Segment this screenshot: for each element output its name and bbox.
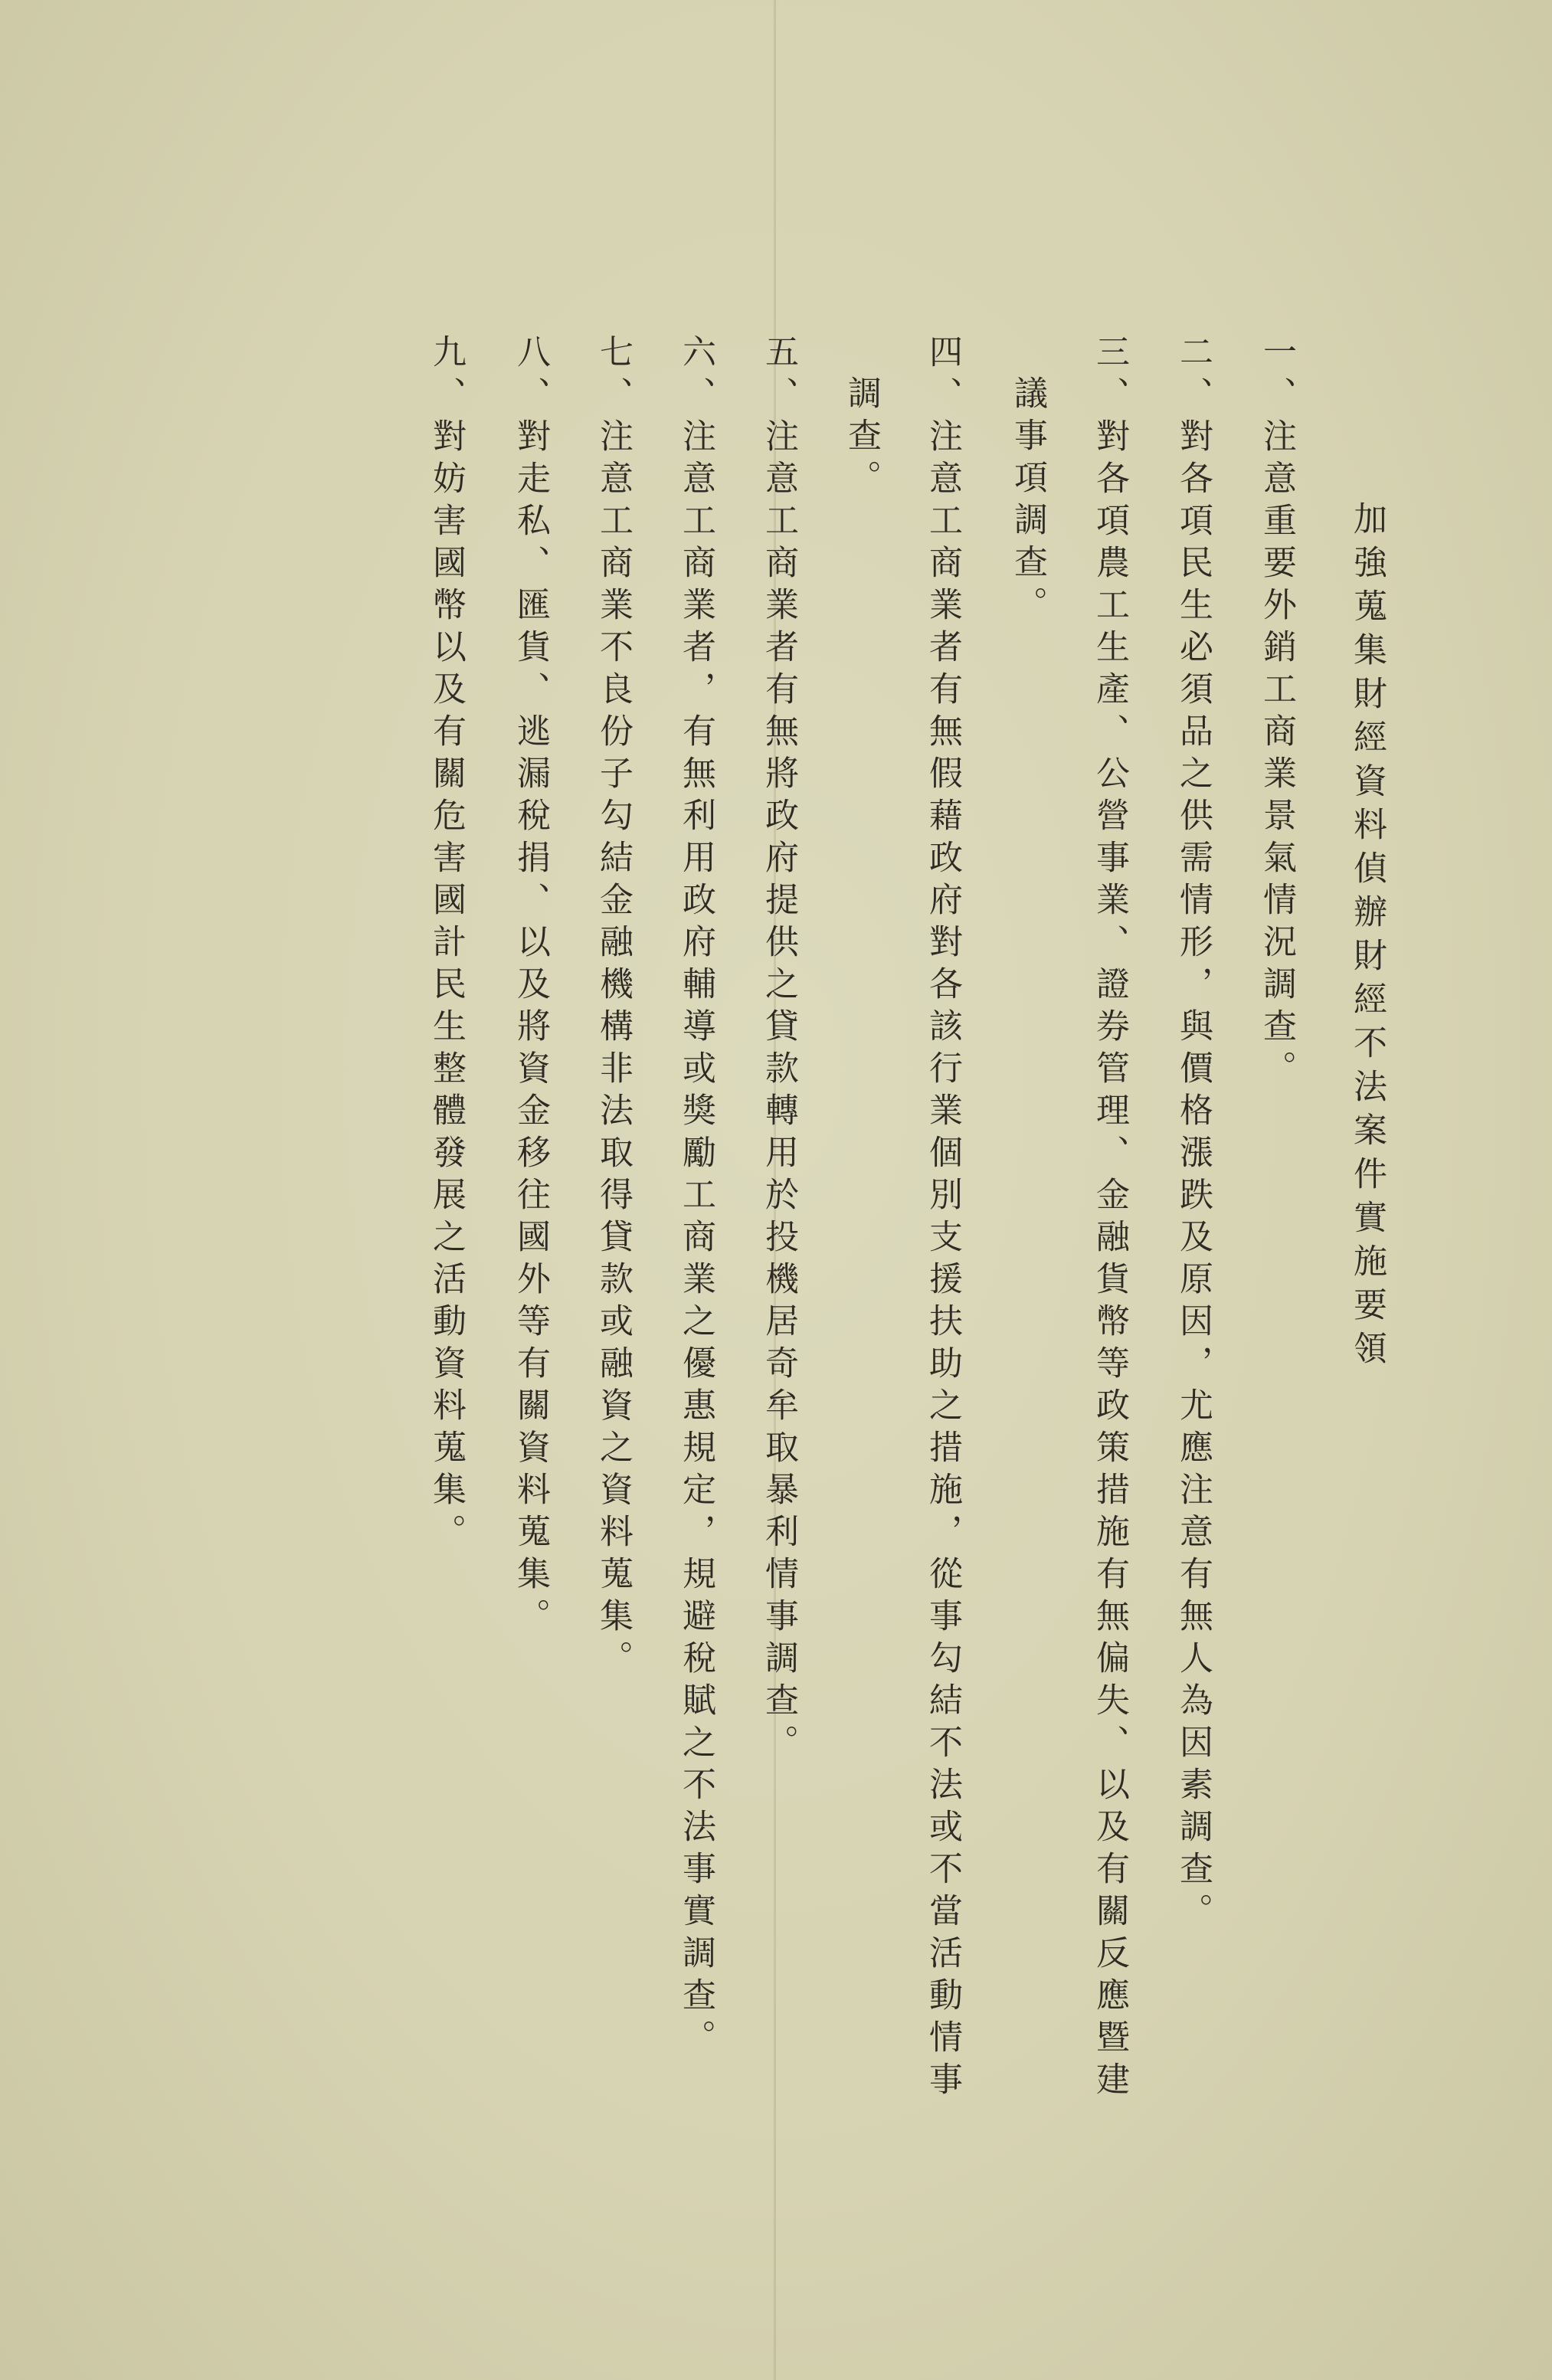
item-4-continued: 調查。 — [842, 375, 881, 502]
item-3: 三、對各項農工生產、公營事業、證券管理、金融貨幣等政策措施有無偏失、以及有關反應暨建 — [1090, 334, 1129, 2103]
item-7: 七、注意工商業不良份子勾結金融機構非法取得貸款或融資之資料蒐集。 — [594, 334, 633, 1682]
item-6: 六、注意工商業者，有無利用政府輔導或獎勵工商業之優惠規定，規避稅賦之不法事實調查。 — [676, 334, 715, 2061]
document-title: 加強蒐集財經資料偵辦財經不法案件實施要領 — [1347, 501, 1387, 1374]
item-5: 五、注意工商業者有無將政府提供之貸款轉用於投機居奇牟取暴利情事調查。 — [759, 334, 798, 1766]
item-1: 一、注意重要外銷工商業景氣情況調查。 — [1257, 334, 1296, 1092]
item-2: 二、對各項民生必須品之供需情形，與價格漲跌及原因，尤應注意有無人為因素調查。 — [1174, 334, 1213, 1935]
item-9: 九、對妨害國幣以及有關危害國計民生整體發展之活動資料蒐集。 — [427, 334, 466, 1556]
item-3-continued: 議事項調查。 — [1008, 375, 1047, 628]
item-4: 四、注意工商業者有無假藉政府對各該行業個別支援扶助之措施，從事勾結不法或不當活動情事 — [923, 334, 962, 2103]
item-8: 八、對走私、匯貨、逃漏稅捐、以及將資金移往國外等有關資料蒐集。 — [511, 334, 550, 1640]
